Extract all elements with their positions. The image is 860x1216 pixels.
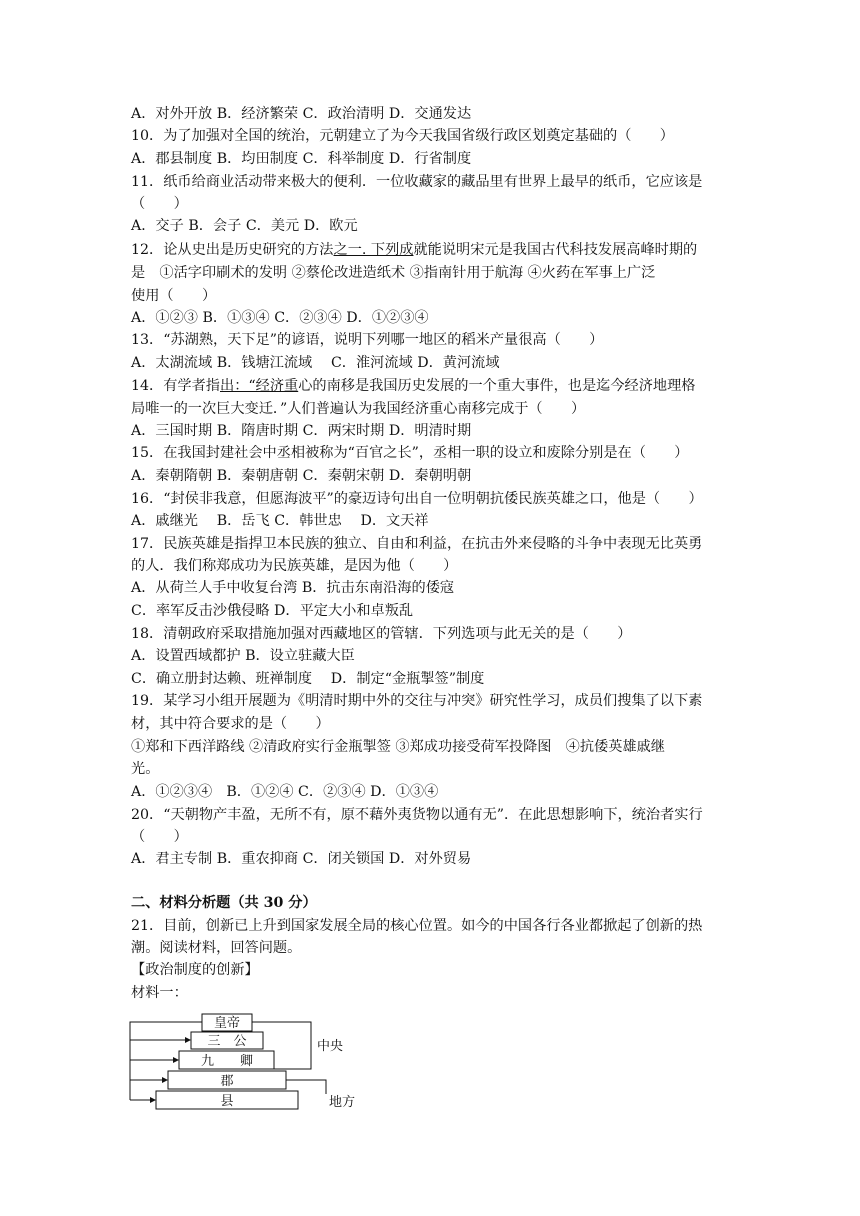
- text-line: 17．民族英雄是指捍卫本民族的独立、自由和利益，在抗击外来侵略的斗争中表现无比英勇: [131, 536, 703, 552]
- text-line: 的人．我们称郑成功为民族英雄，是因为他（ ）: [131, 558, 458, 574]
- arrow-head-icon: [185, 1037, 191, 1043]
- text-line: 材料一：: [131, 985, 188, 1001]
- text-line: 10．为了加强对全国的统治，元朝建立了为今天我国省级行政区划奠定基础的（ ）: [131, 128, 674, 144]
- text-line: 使用（ ）: [131, 288, 217, 304]
- text-line: C．确立册封达赖、班禅制度 D．制定“金瓶掣签”制度: [131, 671, 485, 687]
- text-line: A．郡县制度 B．均田制度 C．科举制度 D．行省制度: [131, 151, 472, 167]
- arrow-head-icon: [173, 1057, 179, 1063]
- level-label-three-dukes: 三 公: [207, 1034, 247, 1049]
- text-line: （ ）: [131, 829, 188, 845]
- text-line: C．率军反击沙俄侵略 D．平定大小和卓叛乱: [131, 603, 414, 619]
- text-line: A．对外开放 B．经济繁荣 C．政治清明 D．交通发达: [131, 106, 472, 122]
- text-line: 是 ①活字印刷术的发明 ②蔡伦改进造纸术 ③指南针用于航海 ④火药在军事上广泛: [131, 265, 656, 281]
- text-line: A．设置西域都护 B．设立驻藏大臣: [131, 648, 355, 664]
- text-line: 21．目前，创新已上升到国家发展全局的核心位置。如今的中国各行各业都掀起了创新的热: [131, 918, 703, 934]
- text-line: A．交子 B．会子 C．美元 D．欧元: [131, 218, 358, 234]
- level-label-commandery: 郡: [220, 1074, 234, 1089]
- text-line: A．①②③ B．①③④ C．②③④ D．①②③④: [131, 310, 429, 326]
- text-line: A．①②③④ B．①②④ C．②③④ D．①③④: [131, 784, 439, 800]
- level-label-emperor: 皇帝: [213, 1016, 241, 1031]
- text-line: A．太湖流域 B．钱塘江流域 C．淮河流域 D．黄河流域: [131, 355, 500, 371]
- text-line: 18．清朝政府采取措施加强对西藏地区的管辖．下列选项与此无关的是（ ）: [131, 626, 632, 642]
- level-label-county: 县: [220, 1094, 234, 1109]
- text-line: 16．“封侯非我意，但愿海波平”的豪迈诗句出自一位明朝抗倭民族英雄之口，他是（ ）: [131, 491, 703, 507]
- local-label: 地方: [329, 1095, 356, 1110]
- text-line: 11．纸币给商业活动带来极大的便利．一位收藏家的藏品里有世界上最早的纸币，它应该是: [131, 174, 703, 190]
- text-segment: 心的南移是我国历史发展的一个重大事件，也是迄今经济地理格: [298, 378, 696, 394]
- text-line: 材，其中符合要求的是（ ）: [131, 716, 330, 732]
- section-heading: 二、材料分析题（共 30 分）: [131, 895, 317, 911]
- text-line: 19．某学习小组开展题为《明清时期中外的交往与冲突》研究性学习，成员们搜集了以下素: [131, 693, 703, 709]
- text-line: [131, 376, 695, 396]
- text-line: A．戚继光 B．岳飞 C．韩世忠 D．文天祥: [131, 513, 429, 529]
- underlined-segment: 之一. 下列成: [333, 242, 414, 258]
- text-line: 13．“苏湖熟，天下足”的谚语，说明下列哪一地区的稻米产量很高（ ）: [131, 332, 604, 348]
- underlined-segment: 出：“经济重: [220, 378, 299, 394]
- local-bracket: [286, 1080, 326, 1094]
- text-line: 20．“天朝物产丰盈，无所不有，原不藉外夷货物以通有无”．在此思想影响下，统治者实行: [131, 807, 703, 823]
- text-line: A．从荷兰人手中收复台湾 B．抗击东南沿海的倭寇: [131, 580, 455, 596]
- text-line: （ ）: [131, 196, 188, 212]
- bureaucracy-pyramid-diagram: [126, 1012, 366, 1112]
- central-label: 中央: [317, 1039, 344, 1054]
- text-line: 光。: [131, 761, 160, 777]
- text-line: [131, 240, 697, 260]
- text-segment: 就能说明宋元是我国古代科技发展高峰时期的: [413, 242, 698, 258]
- text-line: 【政治制度的创新】: [131, 962, 259, 978]
- text-line: 潮。阅读材料，回答问题。: [131, 940, 302, 956]
- text-line: A．三国时期 B．隋唐时期 C．两宋时期 D．明清时期: [131, 423, 472, 439]
- arrow-head-icon: [150, 1097, 156, 1103]
- central-bracket: [252, 1022, 311, 1069]
- text-line: 15．在我国封建社会中丞相被称为“百官之长”，丞相一职的设立和废除分别是在（ ）: [131, 445, 689, 461]
- arrow-head-icon: [162, 1077, 168, 1083]
- text-line: A．秦朝隋朝 B．秦朝唐朝 C．秦朝宋朝 D．秦朝明朝: [131, 468, 472, 484]
- text-line: ①郑和下西洋路线 ②清政府实行金瓶掣签 ③郑成功接受荷军投降图 ④抗倭英雄戚继: [131, 739, 665, 755]
- text-line: A．君主专制 B．重农抑商 C．闭关锁国 D．对外贸易: [131, 851, 472, 867]
- text-line: 局唯一的一次巨大变迁．”人们普遍认为我国经济重心南移完成于（ ）: [131, 401, 586, 417]
- text-segment: 12．论从史出是历史研究的方法: [131, 242, 334, 258]
- level-label-nine-ministers: 九 卿: [200, 1054, 254, 1069]
- text-segment: 14．有学者指: [131, 378, 220, 394]
